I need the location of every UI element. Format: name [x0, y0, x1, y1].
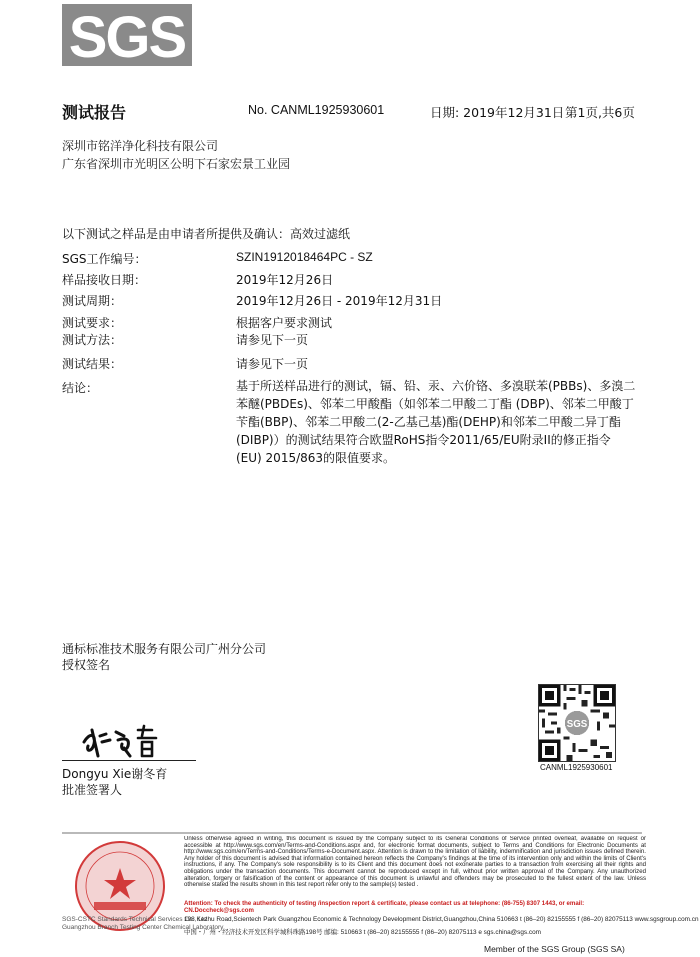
lab-name: 通标标准技术服务有限公司广州分公司: [62, 642, 267, 656]
footer-address-cn: 中国・广州・经济技术开发区科学城科珠路198号 邮编: 510663 t (86–20) 82155555 f (86–20) 82075113 e sgs.china@sgs.com: [184, 929, 541, 936]
sgs-logo: SGS: [62, 4, 192, 66]
field-value-test-result: 请参见下一页: [236, 357, 309, 371]
svg-text:SGS: SGS: [566, 718, 588, 730]
field-value-test-request: 根据客户要求测试: [236, 316, 333, 330]
field-label-job-no: SGS工作编号：: [62, 252, 147, 266]
official-seal: [64, 838, 176, 938]
field-value-test-method: 请参见下一页: [236, 333, 309, 347]
qr-code: [538, 684, 616, 762]
field-label-test-request: 测试要求：: [62, 316, 123, 330]
signatory-name: Dongyu Xie谢冬育: [62, 767, 168, 781]
field-value-test-period: 2019年12月26日 - 2019年12月31日: [236, 294, 443, 308]
field-label-test-method: 测试方法：: [62, 333, 123, 347]
report-date: 日期: 2019年12月31日: [430, 105, 565, 120]
page-indicator: 第1页,共6页: [565, 105, 635, 120]
signatory-role: 批准签署人: [62, 783, 123, 797]
client-address: 广东省深圳市光明区公明下石家宏景工业园: [62, 157, 291, 171]
report-number: No. CANML1925930601: [248, 103, 385, 117]
client-name: 深圳市铭洋净化科技有限公司: [62, 139, 219, 153]
stamp-caption-lab: Guangzhou Branch Testing Center Chemical Laboratory: [62, 924, 224, 931]
sgs-group-member: Member of the SGS Group (SGS SA): [484, 944, 625, 954]
field-label-test-period: 测试周期：: [62, 294, 123, 308]
qr-caption: CANML1925930601: [540, 763, 613, 772]
footer-divider: [62, 832, 642, 834]
footer-attention: Attention: To check the authenticity of testing /inspection report & certificate, please contact us at telephone: (86-755) 8307 1443, or email: CN.Doccheck@sgs.com: [184, 900, 585, 914]
signature-line: [62, 760, 196, 761]
sample-intro: 以下测试之样品是由申请者所提供及确认：高效过滤纸: [62, 227, 351, 241]
stamp-caption-company: SGS-CSTC Standards Technical Services Co., Ltd.: [62, 916, 209, 923]
footer-disclaimer: Unless otherwise agreed in writing, this document is issued by the Company subject to its General Conditions of Service printed overleaf, available on request or accessible at http://www.sgs.com/en/Terms-and-Conditions.aspx and, for electronic format documents, subject to Terms and Conditions for Electronic Documents at http://www.sgs.com/en/Terms-and-Conditions/Terms-e-Document.aspx. Attention is drawn to the limitation of liability, indemnification and jurisdiction issues defined therein. Any holder of this document is advised that information contained hereon reflects the Company's findings at the time of its intervention only and within the limits of Client's instructions, if any. The Company's sole responsibility is to its Client and this document does not exonerate parties to a transaction from exercising all their rights and obligations under the transaction documents. This document cannot be reproduced except in full, without prior written approval of the Company. Any unauthorized alteration, forgery or falsification of the content or appearance of this document is unlawful and offenders may be prosecuted to the fullest extent of the law. Unless otherwise stated the results shown in this test report refer only to the sample(s) tested .: [184, 836, 646, 889]
report-title: 测试报告: [62, 103, 127, 122]
field-value-received-date: 2019年12月26日: [236, 273, 334, 287]
field-value-job-no: SZIN1912018464PC - SZ: [236, 250, 373, 264]
handwritten-signature: [80, 722, 170, 764]
field-label-test-result: 测试结果：: [62, 357, 123, 371]
authorized-signature-label: 授权签名: [62, 658, 111, 672]
footer-address-en: 198 Kezhu Road,Scientech Park Guangzhou Economic & Technology Development District,Guangzhou,China 510663 t (86–20) 82155555 f (86–20) 82075113 www.sgsgroup.com.cn: [184, 916, 699, 923]
conclusion-text: 基于所送样品进行的测试，镉、铅、汞、六价铬、多溴联苯(PBBs)、多溴二苯醚(PBDEs)、邻苯二甲酸酯（如邻苯二甲酸二丁酯 (DBP)、邻苯二甲酸丁苄酯(BBP)、邻苯二甲酸二(2-乙基己基)酯(DEHP)和邻苯二甲酸二异丁酯(DIBP)）的测试结果符合欧盟RoHS指令2011/65/EU附录II的修正指令(EU) 2015/863的限值要求。: [236, 379, 636, 465]
conclusion-label: 结论：: [62, 381, 99, 395]
field-label-received-date: 样品接收日期：: [62, 273, 147, 287]
